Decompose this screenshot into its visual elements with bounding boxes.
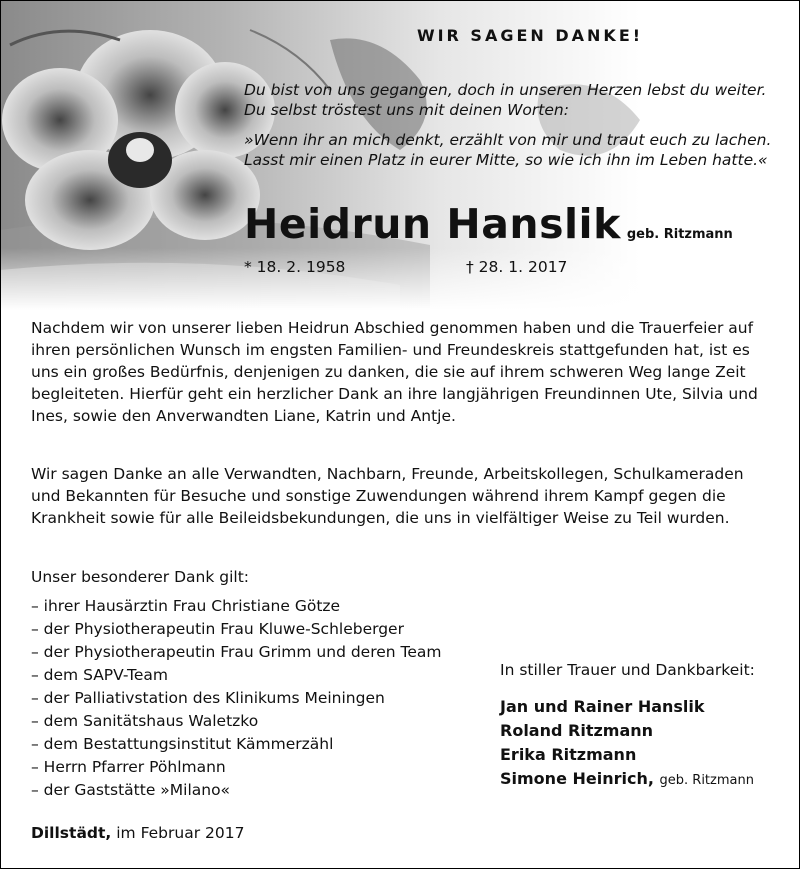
date: im Februar 2017 (116, 824, 245, 842)
special-thanks-intro: Unser besonderer Dank gilt: (31, 568, 249, 586)
birth-date: * 18. 2. 1958 (244, 258, 346, 276)
deceased-born-name: geb. Ritzmann (626, 227, 733, 242)
list-item: – der Physiotherapeutin Frau Kluwe-Schleberger (31, 620, 404, 638)
death-date: † 28. 1. 2017 (466, 258, 568, 276)
list-item: – dem Sanitätshaus Waletzko (31, 712, 259, 730)
signer-name: Erika Ritzmann (500, 745, 637, 764)
signer-name: Simone Heinrich, (500, 769, 654, 788)
signer-name: Roland Ritzmann (500, 721, 654, 740)
signer-name: Jan und Rainer Hanslik (500, 697, 705, 716)
list-item: – der Palliativstation des Klinikums Meiningen (31, 689, 385, 707)
page-title: WIR SAGEN DANKE! (416, 26, 644, 45)
deceased-name: Heidrun Hanslik (244, 200, 621, 248)
thanks-paragraph: Nachdem wir von unserer lieben Heidrun Abschied genommen haben und die Trauerfeier auf ihren persönlichen Wunsch im engsten Familien- und Freundeskreis stattgefunden hat, ist es uns ein großes Bedürfnis, denjenigen zu danken, die sie auf ihrem schweren Weg lange Zeit begleiteten. Hierfür geht ein herzlicher Dank an ihre langjährigen Freundinnen Ute, Silvia und Ines, sowie den Anverwandten Liane, Katrin und Antje. (31, 319, 758, 425)
intro-line: Du selbst tröstest uns mit deinen Worten: (244, 101, 569, 119)
thanks-paragraph: Wir sagen Danke an alle Verwandten, Nachbarn, Freunde, Arbeitskollegen, Schulkameraden und Bekannten für Besuche und sonstige Zuwendungen während ihrem Kampf gegen die Krankheit sowie für alle Beileidsbekundungen, die uns in vielfältiger Weise zu Teil wurden. (31, 465, 744, 527)
place: Dillstädt, (31, 824, 112, 842)
quote-line: »Wenn ihr an mich denkt, erzählt von mir und traut euch zu lachen. (244, 131, 772, 149)
list-item: – der Physiotherapeutin Frau Grimm und deren Team (31, 643, 442, 661)
list-item: – dem Bestattungsinstitut Kämmerzähl (31, 735, 334, 753)
list-item: – ihrer Hausärztin Frau Christiane Götze (31, 597, 341, 615)
signoff-intro: In stiller Trauer und Dankbarkeit: (500, 661, 755, 679)
intro-line: Du bist von uns gegangen, doch in unseren Herzen lebst du weiter. (244, 81, 767, 99)
quote-line: Lasst mir einen Platz in eurer Mitte, so wie ich ihn im Leben hatte.« (244, 151, 768, 169)
list-item: – dem SAPV-Team (31, 666, 168, 684)
list-item: – der Gaststätte »Milano« (31, 781, 231, 799)
list-item: – Herrn Pfarrer Pöhlmann (31, 758, 226, 776)
signer-note: geb. Ritzmann (659, 773, 754, 788)
